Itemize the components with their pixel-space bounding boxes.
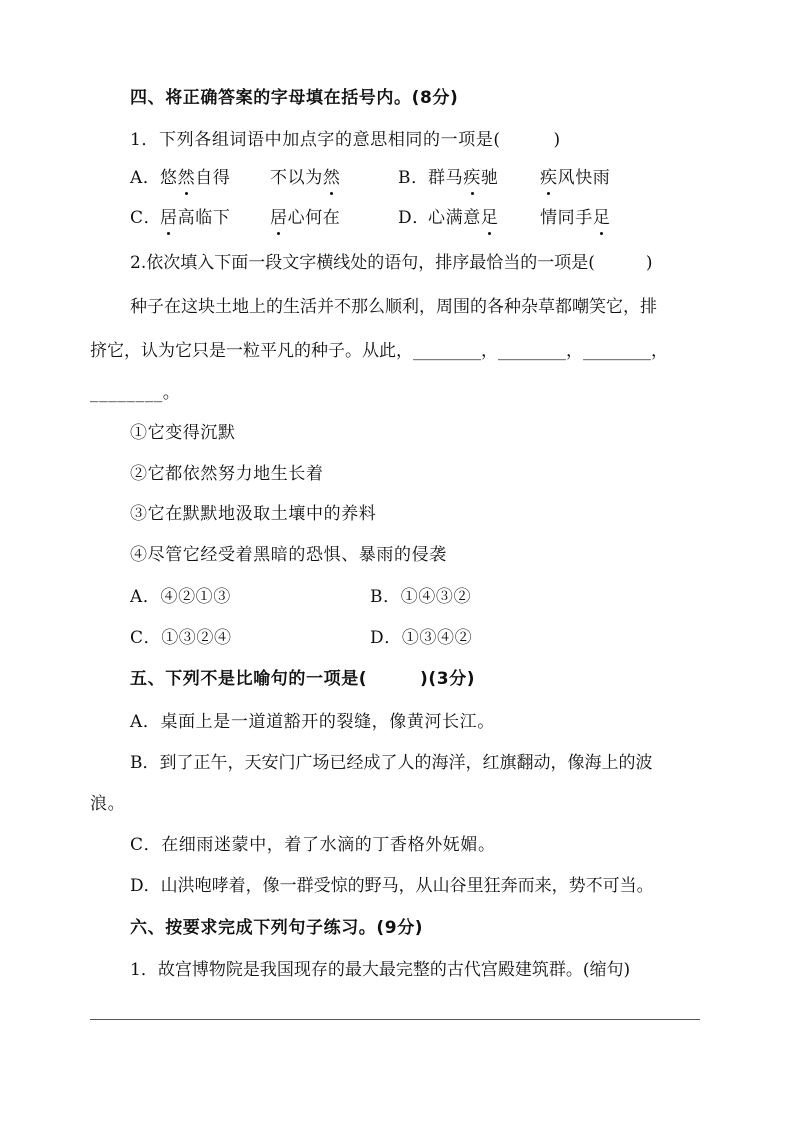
q1-option-b-word2: 疾风快雨: [540, 168, 611, 188]
q2-item: ③它在默默地汲取土壤中的养料: [130, 504, 377, 524]
s5-option-b: B．到了正午，天安门广场已经成了人的海洋，红旗翻动，像海上的波: [130, 753, 653, 773]
q1-option-b-label: B．: [398, 168, 429, 188]
section-6-title: 六、按要求完成下列句子练习。(9分): [130, 918, 424, 938]
section-5-title: 五、下列不是比喻句的一项是( )(3分): [130, 669, 476, 689]
answer-line: [90, 1019, 700, 1020]
q1-option-a-word2: 不以为然: [270, 168, 341, 188]
s5-option-d: D．山洪咆哮着，像一群受惊的野马，从山谷里狂奔而来，势不可当。: [130, 876, 654, 896]
q2-option-d: D．①③④②: [370, 628, 473, 648]
s5-option-b-continued: 浪。: [90, 794, 126, 814]
q1-option-b-word1: 群马疾驰: [428, 168, 499, 188]
q1-option-d-label: D．: [398, 208, 430, 228]
q2-option-a: A．④②①③: [130, 587, 231, 607]
q1-option-d-word2: 情同手足: [540, 208, 611, 228]
q1-option-c-word2: 居心何在: [270, 208, 341, 228]
q1-option-c-label: C．: [130, 208, 162, 228]
q2-option-b: B．①④③②: [370, 587, 472, 607]
q2-passage-line-1: 种子在这块土地上的生活并不那么顺利，周围的各种杂草都嘲笑它，排: [130, 297, 657, 317]
s5-option-c: C．在细雨迷蒙中，着了水滴的丁香格外妩媚。: [130, 835, 496, 855]
q2-item: ①它变得沉默: [130, 423, 236, 443]
q2-stem: 2.依次填入下面一段文字横线处的语句，排序最恰当的一项是( ): [130, 253, 653, 273]
q2-item: ②它都依然努力地生长着: [130, 464, 324, 484]
q1-option-a-label: A．: [130, 168, 161, 188]
q2-item: ④尽管它经受着黑暗的恐惧、暴雨的侵袭: [130, 545, 447, 565]
q2-passage-line-3: ________。: [90, 383, 181, 403]
q1-option-a-word1: 悠然自得: [160, 168, 231, 188]
section-4-title: 四、将正确答案的字母填在括号内。(8分): [130, 88, 459, 108]
q1-option-d-word1: 心满意足: [428, 208, 499, 228]
s5-option-a: A．桌面上是一道道豁开的裂缝，像黄河长江。: [130, 712, 495, 732]
q2-passage-line-2: 挤它，认为它只是一粒平凡的种子。从此，________，________，________，: [90, 341, 668, 361]
q1-option-c-word1: 居高临下: [160, 208, 231, 228]
q2-option-c: C．①③②④: [130, 628, 232, 648]
q1-stem: 1．下列各组词语中加点字的意思相同的一项是( ): [130, 130, 561, 150]
s6-q1: 1．故宫博物院是我国现存的最大最完整的古代宫殿建筑群。(缩句): [130, 960, 631, 980]
